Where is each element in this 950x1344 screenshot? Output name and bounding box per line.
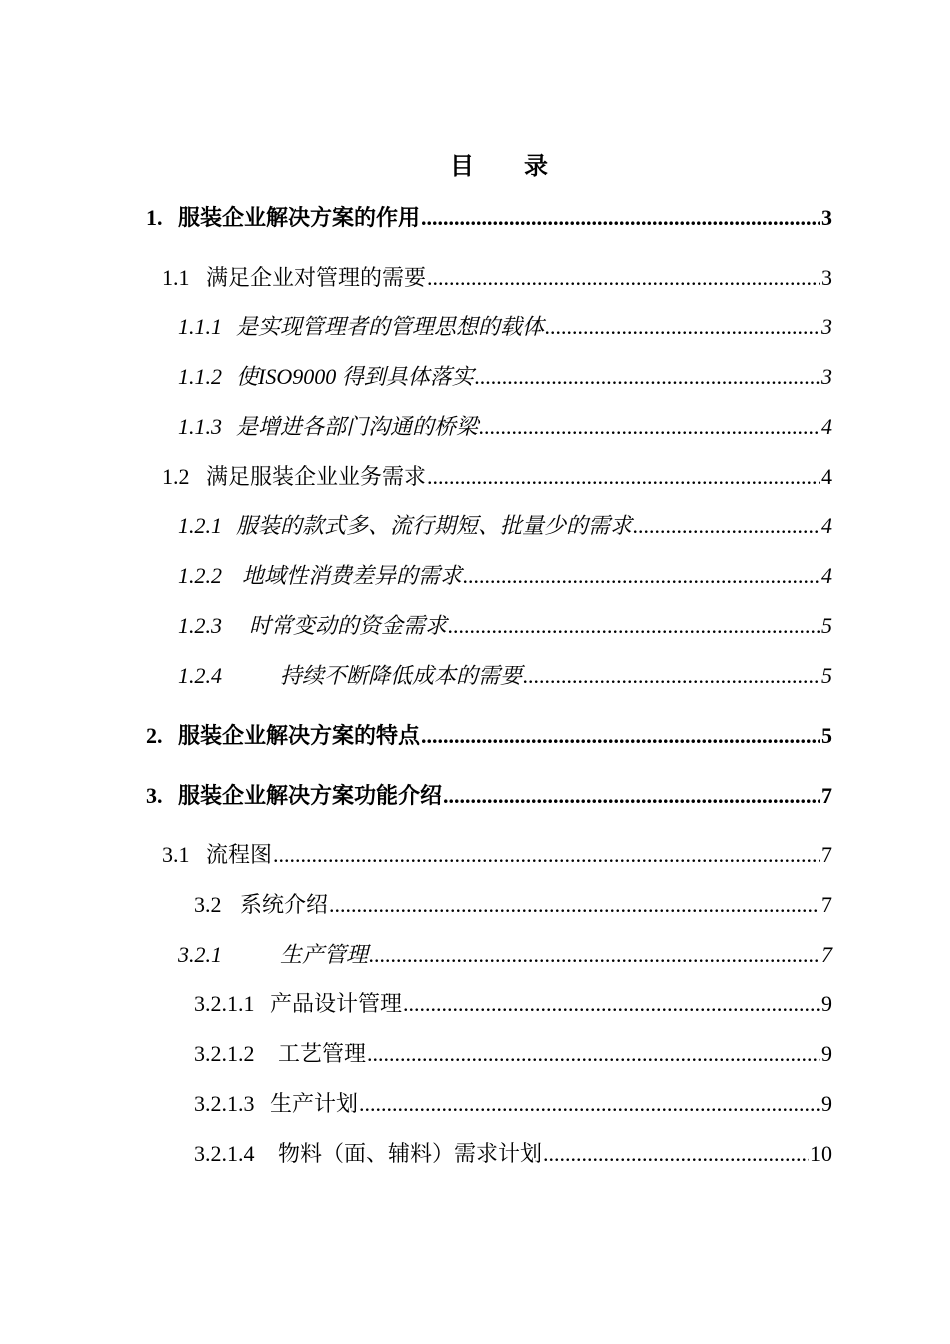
toc-entry-number: 3.2.1.1 xyxy=(194,991,255,1016)
toc-leader xyxy=(475,362,820,392)
toc-page-number: 4 xyxy=(821,414,832,439)
toc-entry-number: 1.2.3 xyxy=(178,613,222,638)
toc-entry[interactable] xyxy=(194,1039,832,1069)
toc-page-number: 5 xyxy=(821,613,832,638)
toc-entry-number: 1.2 xyxy=(162,464,190,489)
toc-leader xyxy=(479,412,820,442)
toc-entry[interactable] xyxy=(162,840,832,870)
toc-entry-text: 生产管理 xyxy=(280,942,369,967)
toc-leader xyxy=(421,203,820,233)
toc-leader xyxy=(273,840,820,870)
toc-entry[interactable] xyxy=(178,940,832,970)
toc-entry-text: 持续不断降低成本的需要 xyxy=(280,663,523,688)
toc-entry-number: 1.2.4 xyxy=(178,663,222,688)
toc-leader xyxy=(523,661,820,691)
toc-leader xyxy=(369,940,820,970)
toc-entry-text: 服装企业解决方案功能介绍 xyxy=(178,783,443,808)
toc-entry-text: 系统介绍 xyxy=(240,892,329,917)
toc-entry[interactable] xyxy=(146,781,832,811)
toc-page-number: 7 xyxy=(821,892,832,917)
toc-entry-number: 1.2.1 xyxy=(178,513,222,538)
toc-entry[interactable] xyxy=(146,721,832,751)
toc-entry-number: 3.2.1 xyxy=(178,942,222,967)
toc-entry-text: 满足企业对管理的需要 xyxy=(206,265,427,290)
toc-leader xyxy=(427,462,820,492)
toc-page-number: 5 xyxy=(821,723,832,748)
toc-entry-number: 1.1.3 xyxy=(178,414,222,439)
toc-entry-text: 服装企业解决方案的特点 xyxy=(178,723,421,748)
toc-entry-number: 3.2.1.2 xyxy=(194,1041,255,1066)
toc-entry-number: 1.2.2 xyxy=(178,563,222,588)
toc-page-number: 7 xyxy=(821,783,832,808)
toc-page-number: 4 xyxy=(821,563,832,588)
toc-leader xyxy=(545,312,820,342)
toc-leader xyxy=(633,511,820,541)
toc-entry-number: 1.1.1 xyxy=(178,314,222,339)
toc-leader xyxy=(463,561,820,591)
toc-entry-text: 时常变动的资金需求 xyxy=(249,613,448,638)
toc-entry-text: 服装企业解决方案的作用 xyxy=(178,205,421,230)
toc-page-number: 3 xyxy=(821,265,832,290)
toc-entry[interactable] xyxy=(194,890,832,920)
toc-entry-number: 1. xyxy=(146,205,163,230)
toc-page-number: 7 xyxy=(821,942,832,967)
toc-leader xyxy=(448,611,820,641)
toc-leader xyxy=(421,721,820,751)
toc-entry-text: 地域性消费差异的需求 xyxy=(242,563,463,588)
toc-entry-number: 3.1 xyxy=(162,842,190,867)
toc-entry-text: 生产计划 xyxy=(270,1091,359,1116)
toc-entry-number: 3. xyxy=(146,783,163,808)
toc-page-number: 4 xyxy=(821,464,832,489)
toc-entry[interactable] xyxy=(178,362,832,392)
toc-leader xyxy=(359,1089,820,1119)
toc-entry-text: 流程图 xyxy=(206,842,273,867)
toc-page-number: 5 xyxy=(821,663,832,688)
toc-leader xyxy=(403,989,820,1019)
toc-title: 目 录 xyxy=(450,154,570,180)
toc-entry-number: 3.2.1.3 xyxy=(194,1091,255,1116)
toc-entry[interactable] xyxy=(162,462,832,492)
toc-entry-number: 2. xyxy=(146,723,163,748)
toc-page-number: 9 xyxy=(821,991,832,1016)
toc-entry-number: 3.2.1.4 xyxy=(194,1141,255,1166)
toc-entry[interactable] xyxy=(178,611,832,641)
toc-entry-number: 1.1 xyxy=(162,265,190,290)
toc-entry[interactable] xyxy=(178,312,832,342)
toc-entry[interactable] xyxy=(162,263,832,293)
toc-page-number: 7 xyxy=(821,842,832,867)
toc-entry-text: 产品设计管理 xyxy=(270,991,403,1016)
toc-leader xyxy=(543,1139,809,1169)
toc-page-number: 3 xyxy=(821,364,832,389)
toc-leader xyxy=(367,1039,820,1069)
toc-page-number: 3 xyxy=(821,205,832,230)
toc-leader xyxy=(427,263,820,293)
toc-page-number: 4 xyxy=(821,513,832,538)
toc-entry[interactable] xyxy=(146,203,832,233)
toc-leader xyxy=(443,781,820,811)
toc-entry[interactable] xyxy=(178,561,832,591)
toc-entry-number: 1.1.2 xyxy=(178,364,222,389)
toc-entry-text: 是实现管理者的管理思想的载体 xyxy=(236,314,545,339)
toc-entry-text: 满足服装企业业务需求 xyxy=(206,464,427,489)
toc-entry-text: 工艺管理 xyxy=(278,1041,367,1066)
toc-entry[interactable] xyxy=(194,1089,832,1119)
toc-entry-text: 物料（面、辅料）需求计划 xyxy=(278,1141,543,1166)
toc-entry-text: 使ISO9000 得到具体落实 xyxy=(236,364,474,389)
toc-entry-text: 服装的款式多、流行期短、批量少的需求 xyxy=(236,513,633,538)
toc-page-number: 10 xyxy=(810,1141,832,1166)
toc-entry[interactable] xyxy=(178,661,832,691)
toc-entry[interactable] xyxy=(178,511,832,541)
toc-leader xyxy=(329,890,820,920)
toc-entry[interactable] xyxy=(194,1139,832,1169)
toc-entry[interactable] xyxy=(178,412,832,442)
toc-entry-text: 是增进各部门沟通的桥梁 xyxy=(236,414,479,439)
toc-page-number: 3 xyxy=(821,314,832,339)
toc-page-number: 9 xyxy=(821,1041,832,1066)
toc-page-number: 9 xyxy=(821,1091,832,1116)
toc-entry-number: 3.2 xyxy=(194,892,222,917)
toc-entry[interactable] xyxy=(194,989,832,1019)
